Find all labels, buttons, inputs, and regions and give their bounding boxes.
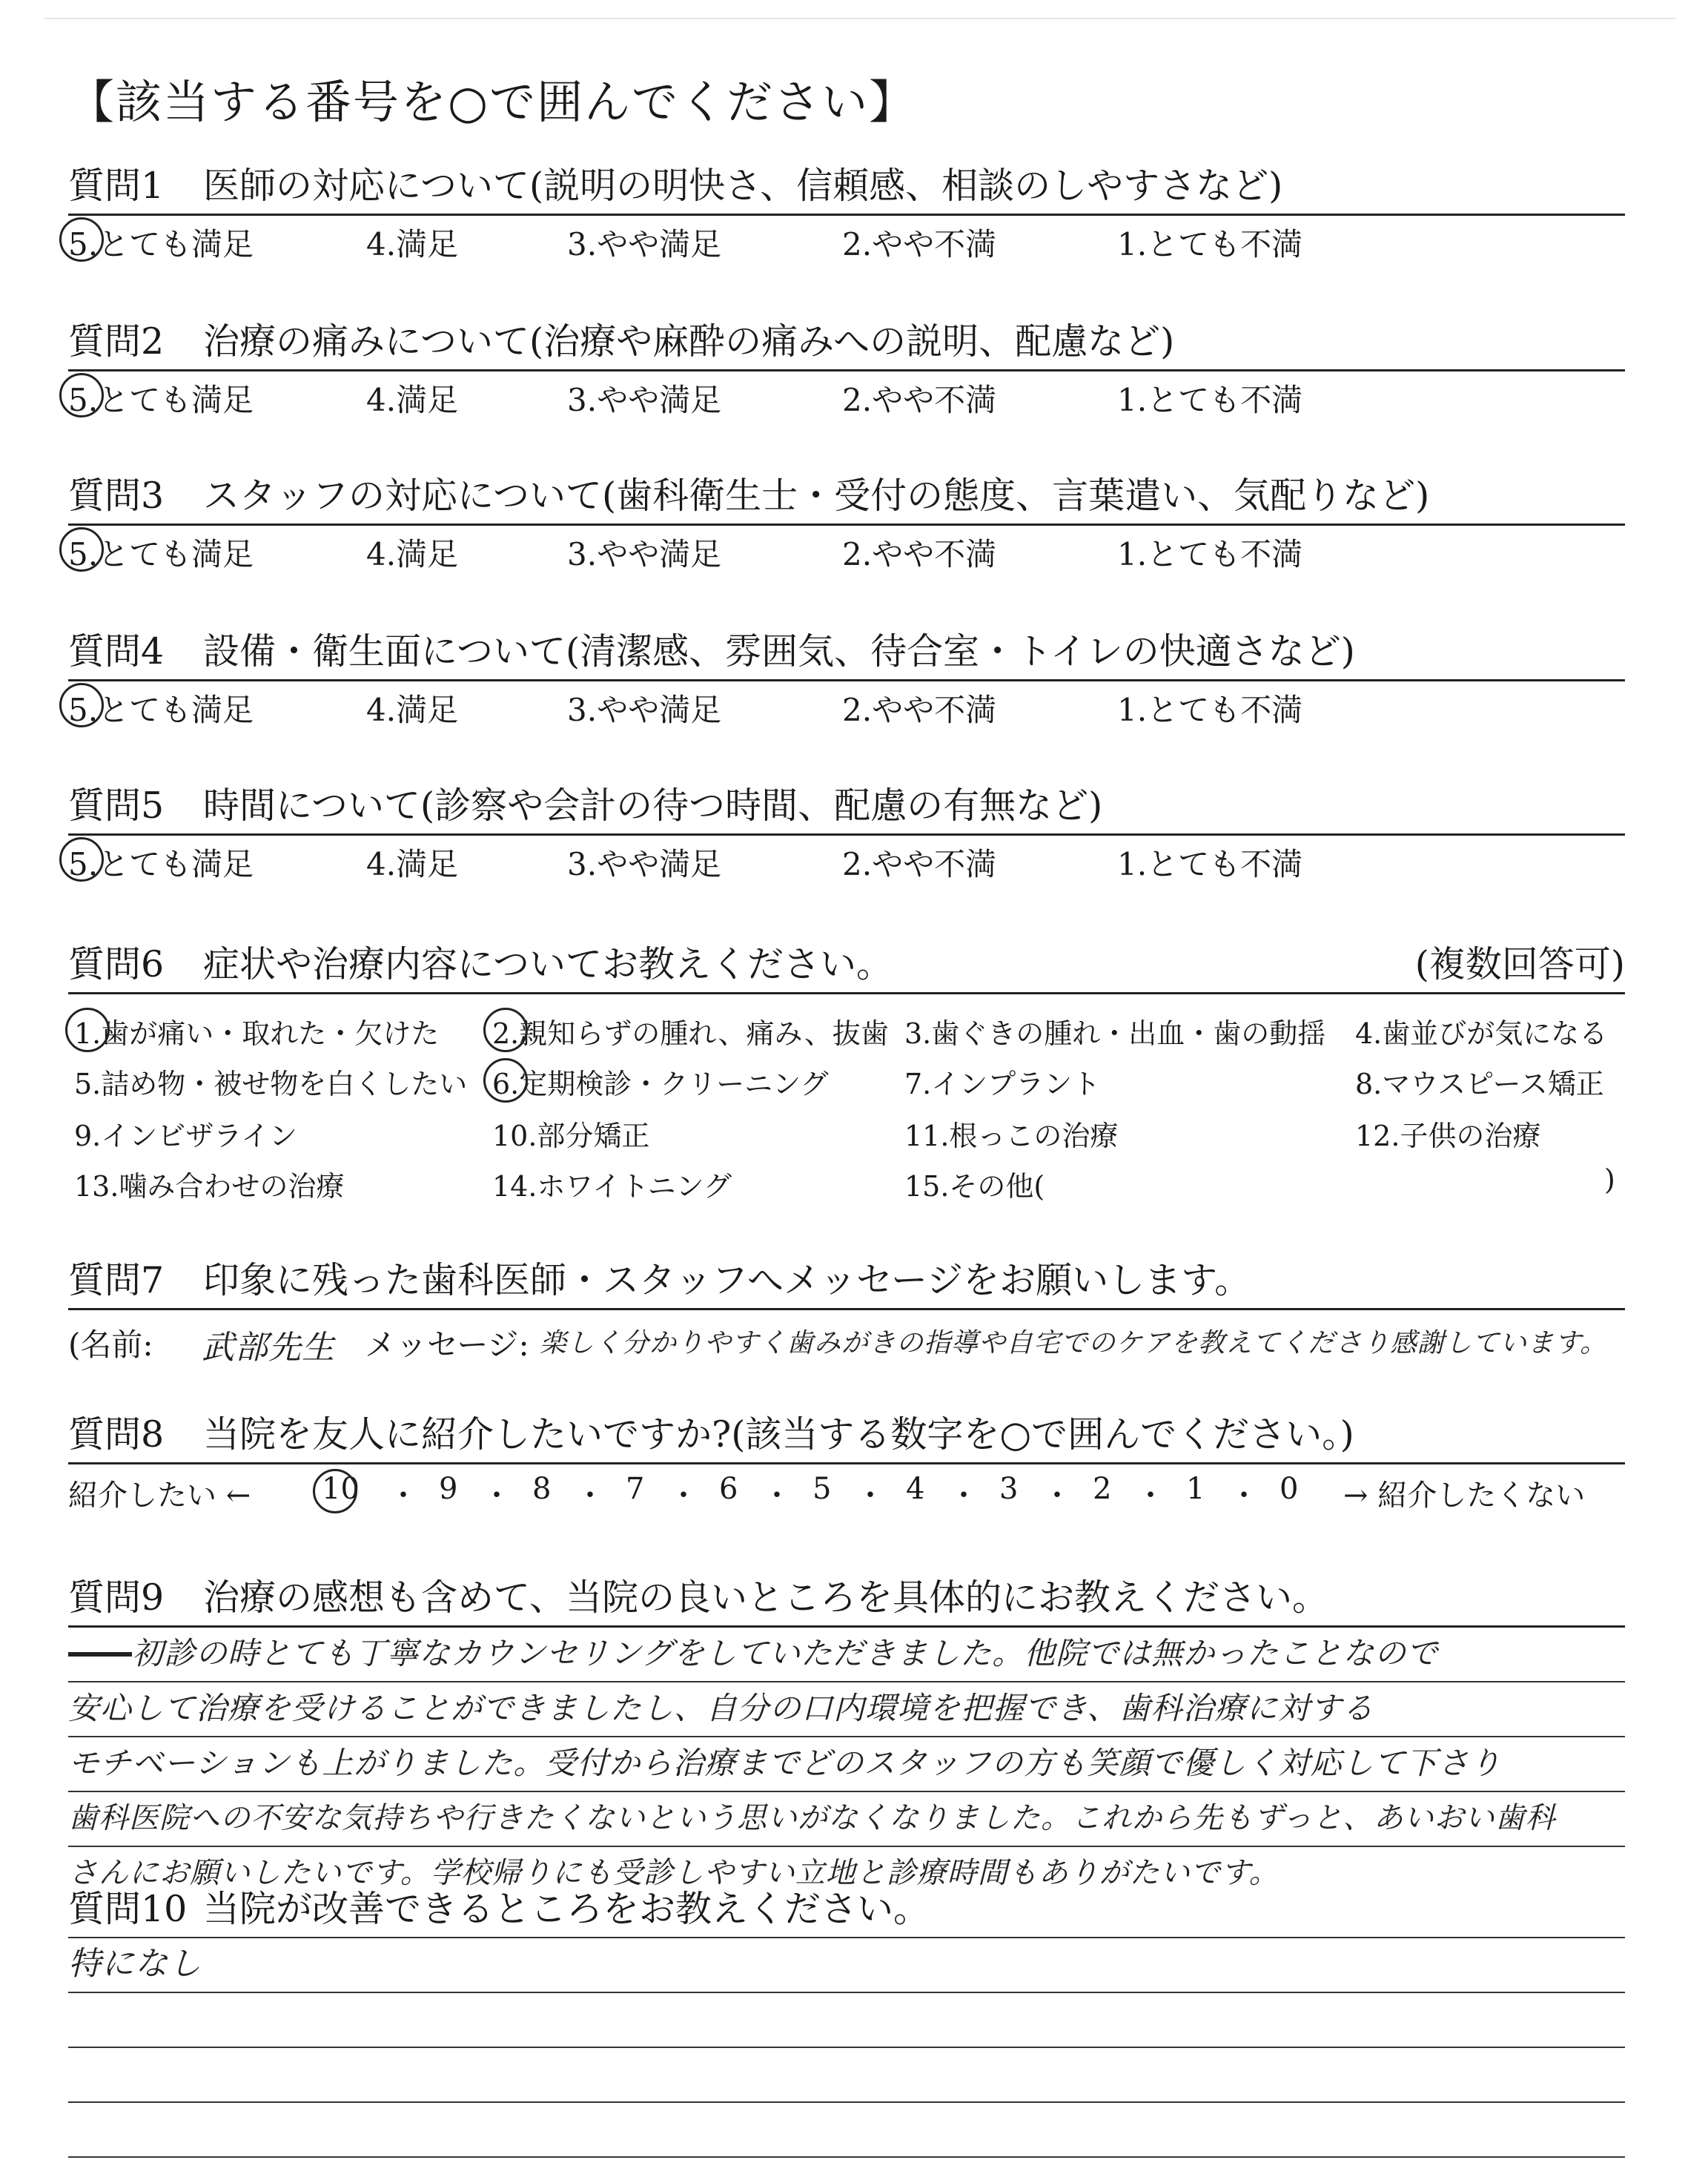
question-text: 印象に残った歯科医師・スタッフへメッセージをお願いします。	[203, 1259, 1251, 1301]
question-9	[68, 1571, 1625, 1900]
symptom-option-10[interactable]: 10.部分矯正	[492, 1120, 650, 1152]
answer-line	[68, 1682, 1625, 1737]
symptom-option-15[interactable]: 15.その他(	[904, 1170, 1045, 1203]
rating-option-3[interactable]: 3.やや満足	[567, 846, 722, 882]
rating-options	[68, 216, 1625, 268]
question-number: 質問5	[68, 785, 165, 827]
symptom-option-13[interactable]: 13.噛み合わせの治療	[74, 1170, 345, 1203]
rating-options	[68, 526, 1625, 578]
answer-line	[68, 1792, 1625, 1847]
answer-text: モチベーションも上がりました。受付から治療までどのスタッフの方も笑顔で優しく対応して下さり	[68, 1745, 1502, 1781]
scale-option-4[interactable]: 4	[906, 1472, 925, 1506]
question-number: 質問10	[68, 1888, 188, 1930]
scale-option-0[interactable]: 0	[1280, 1472, 1299, 1506]
question-10	[68, 1882, 1625, 2158]
scale-dot: ・	[388, 1479, 418, 1513]
answer-text: 特になし	[68, 1945, 202, 1983]
question-text: 治療の痛みについて(治療や麻酔の痛みへの説明、配慮など)	[203, 320, 1175, 363]
scale-option-1[interactable]: 1	[1186, 1472, 1205, 1506]
rating-option-2[interactable]: 2.やや不満	[842, 692, 997, 728]
scale-option-8[interactable]: 8	[532, 1472, 552, 1506]
rating-option-5[interactable]: 5.とても満足	[68, 376, 254, 420]
rating-option-4[interactable]: 4.満足	[366, 846, 459, 882]
symptom-option-4[interactable]: 4.歯並びが気になる	[1355, 1017, 1608, 1050]
question-text: 当院が改善できるところをお教えください。	[203, 1888, 930, 1930]
other-close-paren: )	[1604, 1163, 1615, 1196]
recommend-scale	[68, 1464, 1625, 1524]
symptom-option-14[interactable]: 14.ホワイトニング	[492, 1170, 732, 1203]
rating-option-4[interactable]: 4.満足	[366, 382, 459, 418]
scale-option-3[interactable]: 3	[999, 1472, 1019, 1506]
symptom-options	[68, 994, 1625, 1209]
question-8	[68, 1407, 1625, 1524]
page-title: 【該当する番号を○で囲んでください】	[68, 75, 917, 129]
answer-line	[68, 1938, 1625, 1993]
scale-dot: ・	[1229, 1479, 1259, 1513]
answer-area[interactable]	[68, 1938, 1625, 2158]
rating-option-3[interactable]: 3.やや満足	[567, 226, 722, 262]
rating-option-5[interactable]: 5.とても満足	[68, 530, 254, 575]
scale-dot: ・	[482, 1479, 512, 1513]
question-number: 質問1	[68, 165, 165, 207]
rating-option-3[interactable]: 3.やや満足	[567, 382, 722, 418]
question-number: 質問7	[68, 1259, 165, 1301]
question-text: 時間について(診察や会計の待つ時間、配慮の有無など)	[203, 785, 1103, 827]
answer-text: 初診の時とても丁寧なカウンセリングをしていただきました。他院では無かったことなので	[132, 1635, 1439, 1671]
scale-option-10[interactable]: 10	[322, 1472, 360, 1506]
question-number: 質問4	[68, 630, 165, 673]
rating-option-1[interactable]: 1.とても不満	[1117, 382, 1303, 418]
rating-option-1[interactable]: 1.とても不満	[1117, 846, 1303, 882]
scale-option-5[interactable]: 5	[812, 1472, 832, 1506]
answer-text: さんにお願いしたいです。学校帰りにも受診しやすい立地と診療時間もありがたいです。	[68, 1856, 1280, 1890]
answer-area[interactable]	[68, 1628, 1625, 1900]
scale-dot: ・	[1136, 1479, 1165, 1513]
symptom-option-1[interactable]: 1.歯が痛い・取れた・欠けた	[74, 1011, 439, 1051]
name-value[interactable]: 武部先生	[202, 1329, 335, 1367]
rating-options	[68, 681, 1625, 733]
rating-option-1[interactable]: 1.とても不満	[1117, 226, 1303, 262]
scale-option-7[interactable]: 7	[626, 1472, 645, 1506]
scale-dot: ・	[762, 1479, 792, 1513]
scale-dot: ・	[1042, 1479, 1072, 1513]
question-4	[68, 624, 1625, 733]
question-number: 質問2	[68, 320, 165, 363]
scale-option-9[interactable]: 9	[439, 1472, 458, 1506]
scale-option-6[interactable]: 6	[719, 1472, 738, 1506]
message-row	[68, 1310, 1625, 1374]
question-text: 設備・衛生面について(清潔感、雰囲気、待合室・トイレの快適さなど)	[203, 630, 1355, 673]
symptom-option-2[interactable]: 2.親知らずの腫れ、痛み、抜歯	[492, 1011, 889, 1051]
question-5	[68, 779, 1625, 888]
rating-option-4[interactable]: 4.満足	[366, 226, 459, 262]
rating-option-5[interactable]: 5.とても満足	[68, 220, 254, 265]
question-number: 質問9	[68, 1576, 165, 1619]
scale-left-label: 紹介したい ←	[68, 1479, 251, 1513]
message-label: メッセージ:	[365, 1327, 529, 1363]
symptom-option-5[interactable]: 5.詰め物・被せ物を白くしたい	[74, 1068, 468, 1100]
top-edge-line	[44, 18, 1675, 19]
rating-option-5[interactable]: 5.とても満足	[68, 686, 254, 730]
scale-dot: ・	[949, 1479, 979, 1513]
question-7	[68, 1253, 1625, 1374]
rating-option-1[interactable]: 1.とても不満	[1117, 536, 1303, 572]
question-text: 症状や治療内容についてお教えください。	[203, 943, 893, 985]
question-text: 治療の感想も含めて、当院の良いところを具体的にお教えください。	[203, 1576, 1329, 1619]
symptom-option-8[interactable]: 8.マウスピース矯正	[1355, 1068, 1604, 1100]
name-label: (名前:	[68, 1327, 153, 1363]
rating-option-3[interactable]: 3.やや満足	[567, 692, 722, 728]
answer-line	[68, 2048, 1625, 2103]
symptom-option-12[interactable]: 12.子供の治療	[1355, 1120, 1541, 1152]
question-number: 質問3	[68, 475, 165, 517]
rating-option-1[interactable]: 1.とても不満	[1117, 692, 1303, 728]
rating-option-5[interactable]: 5.とても満足	[68, 840, 254, 885]
scale-dot: ・	[575, 1479, 605, 1513]
scale-dot: ・	[855, 1479, 885, 1513]
symptom-option-6[interactable]: 6.定期検診・クリーニング	[492, 1061, 829, 1102]
rating-option-4[interactable]: 4.満足	[366, 692, 459, 728]
question-3	[68, 469, 1625, 578]
question-text: 当院を友人に紹介したいですか?(該当する数字を○で囲んでください。)	[203, 1413, 1354, 1456]
answer-text: 歯科医院への不安な気持ちや行きたくないという思いがなくなりました。これから先もずっと、あいおい歯科	[68, 1801, 1556, 1835]
multiple-answer-note: (複数回答可)	[1414, 943, 1625, 985]
question-text: 医師の対応について(説明の明快さ、信頼感、相談のしやすさなど)	[203, 165, 1283, 207]
rating-option-3[interactable]: 3.やや満足	[567, 536, 722, 572]
answer-line	[68, 2103, 1625, 2158]
question-2	[68, 314, 1625, 423]
rating-option-2[interactable]: 2.やや不満	[842, 226, 997, 262]
scale-right-label: → 紹介したくない	[1343, 1479, 1586, 1513]
question-text: スタッフの対応について(歯科衛生士・受付の態度、言葉遣い、気配りなど)	[203, 475, 1430, 517]
symptom-option-9[interactable]: 9.インビザライン	[74, 1120, 298, 1152]
symptom-option-3[interactable]: 3.歯ぐきの腫れ・出血・歯の動揺	[904, 1017, 1326, 1050]
question-number: 質問6	[68, 943, 165, 985]
answer-text: 安心して治療を受けることができましたし、自分の口内環境を把握でき、歯科治療に対する	[68, 1690, 1374, 1726]
question-1	[68, 159, 1625, 268]
rating-options	[68, 836, 1625, 888]
rating-option-4[interactable]: 4.満足	[366, 536, 459, 572]
answer-line	[68, 1628, 1625, 1682]
question-number: 質問8	[68, 1413, 165, 1456]
answer-line	[68, 1993, 1625, 2048]
scribble-mark	[68, 1635, 132, 1671]
symptom-option-11[interactable]: 11.根っこの治療	[904, 1120, 1119, 1152]
scale-option-2[interactable]: 2	[1093, 1472, 1112, 1506]
rating-option-2[interactable]: 2.やや不満	[842, 382, 997, 418]
question-6	[68, 937, 1625, 1209]
message-value[interactable]: 楽しく分かりやすく歯みがきの指導や自宅でのケアを教えてくださり感謝しています。	[540, 1328, 1608, 1358]
scale-dot: ・	[669, 1479, 698, 1513]
symptom-option-7[interactable]: 7.インプラント	[904, 1068, 1101, 1100]
answer-line	[68, 1737, 1625, 1792]
rating-options	[68, 371, 1625, 423]
rating-option-2[interactable]: 2.やや不満	[842, 846, 997, 882]
rating-option-2[interactable]: 2.やや不満	[842, 536, 997, 572]
